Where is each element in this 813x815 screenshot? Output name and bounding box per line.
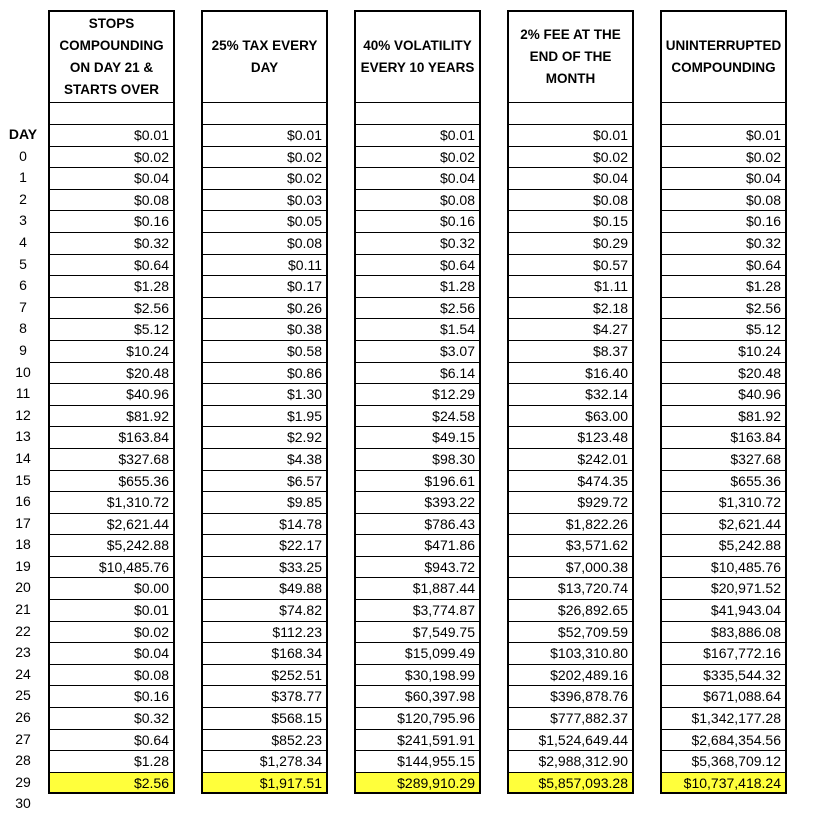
value-cell: $0.02	[509, 147, 632, 169]
final-value-cell: $2.56	[50, 773, 173, 795]
value-cell: $1,887.44	[356, 578, 479, 600]
value-cell: $0.01	[356, 125, 479, 147]
value-cell: $0.04	[662, 168, 785, 190]
value-cell: $0.02	[203, 168, 326, 190]
blank-row	[50, 103, 173, 125]
day-label: 14	[15, 449, 31, 466]
value-cell: $568.15	[203, 708, 326, 730]
value-cell: $0.02	[50, 622, 173, 644]
day-label: 24	[15, 665, 31, 682]
value-cell: $1,310.72	[662, 492, 785, 514]
scenario-column	[48, 10, 175, 794]
day-label: 6	[19, 277, 27, 294]
value-cell: $4.38	[203, 449, 326, 471]
value-cell: $30,198.99	[356, 665, 479, 687]
value-cell: $0.58	[203, 341, 326, 363]
value-cell: $0.01	[509, 125, 632, 147]
value-cell: $0.16	[50, 686, 173, 708]
value-cell: $10.24	[50, 341, 173, 363]
value-cell: $1.30	[203, 384, 326, 406]
value-cell: $0.04	[50, 168, 173, 190]
final-value-cell: $10,737,418.24	[662, 773, 785, 795]
value-cell: $0.08	[50, 665, 173, 687]
value-cell: $0.08	[509, 190, 632, 212]
value-cell: $112.23	[203, 622, 326, 644]
value-cell: $786.43	[356, 514, 479, 536]
value-cell: $5,242.88	[50, 535, 173, 557]
value-cell: $2,621.44	[662, 514, 785, 536]
value-cell: $852.23	[203, 730, 326, 752]
column-title: 2% FEE AT THE END OF THE MONTH	[509, 12, 632, 103]
value-cell: $7,549.75	[356, 622, 479, 644]
value-cell: $0.02	[356, 147, 479, 169]
value-cell: $163.84	[50, 427, 173, 449]
value-cell: $0.01	[203, 125, 326, 147]
value-cell: $0.57	[509, 255, 632, 277]
value-cell: $16.40	[509, 363, 632, 385]
scenario-column	[201, 10, 328, 794]
value-cell: $12.29	[356, 384, 479, 406]
day-label: 4	[19, 233, 27, 250]
value-cell: $0.32	[50, 708, 173, 730]
value-cell: $1.54	[356, 319, 479, 341]
value-cell: $0.01	[50, 600, 173, 622]
value-cell: $0.64	[50, 730, 173, 752]
day-label: 16	[15, 493, 31, 510]
value-cell: $123.48	[509, 427, 632, 449]
day-label: 11	[15, 385, 31, 402]
value-cell: $0.08	[356, 190, 479, 212]
final-value-cell: $289,910.29	[356, 773, 479, 795]
value-cell: $0.64	[662, 255, 785, 277]
day-label: 0	[19, 147, 27, 164]
value-cell: $0.04	[509, 168, 632, 190]
value-cell: $10,485.76	[50, 557, 173, 579]
value-cell: $0.15	[509, 211, 632, 233]
value-cell: $49.15	[356, 427, 479, 449]
value-cell: $0.11	[203, 255, 326, 277]
value-cell: $8.37	[509, 341, 632, 363]
value-cell: $0.26	[203, 298, 326, 320]
value-cell: $0.32	[662, 233, 785, 255]
value-cell: $41,943.04	[662, 600, 785, 622]
value-cell: $0.29	[509, 233, 632, 255]
value-cell: $32.14	[509, 384, 632, 406]
value-cell: $1.28	[356, 276, 479, 298]
value-cell: $3,774.87	[356, 600, 479, 622]
value-cell: $241,591.91	[356, 730, 479, 752]
value-cell: $3,571.62	[509, 535, 632, 557]
value-cell: $168.34	[203, 643, 326, 665]
value-cell: $2.56	[50, 298, 173, 320]
value-cell: $929.72	[509, 492, 632, 514]
day-label: 5	[19, 255, 27, 272]
day-label: 29	[15, 773, 31, 790]
value-cell: $98.30	[356, 449, 479, 471]
value-cell: $2.56	[356, 298, 479, 320]
column-title: STOPS COMPOUNDING ON DAY 21 & STARTS OVER	[50, 12, 173, 103]
value-cell: $0.02	[203, 147, 326, 169]
day-label: 22	[15, 622, 31, 639]
value-cell: $474.35	[509, 471, 632, 493]
value-cell: $0.86	[203, 363, 326, 385]
value-cell: $471.86	[356, 535, 479, 557]
value-cell: $6.57	[203, 471, 326, 493]
value-cell: $7,000.38	[509, 557, 632, 579]
column-title: 40% VOLATILITY EVERY 10 YEARS	[356, 12, 479, 103]
value-cell: $15,099.49	[356, 643, 479, 665]
final-value-cell: $1,917.51	[203, 773, 326, 795]
value-cell: $1,278.34	[203, 751, 326, 773]
value-cell: $2,621.44	[50, 514, 173, 536]
value-cell: $0.01	[50, 125, 173, 147]
blank-row	[356, 103, 479, 125]
value-cell: $24.58	[356, 406, 479, 428]
value-cell: $393.22	[356, 492, 479, 514]
day-column	[0, 124, 46, 815]
value-cell: $2.18	[509, 298, 632, 320]
value-cell: $52,709.59	[509, 622, 632, 644]
day-label: 10	[15, 363, 31, 380]
value-cell: $327.68	[662, 449, 785, 471]
blank-row	[662, 103, 785, 125]
value-cell: $10.24	[662, 341, 785, 363]
value-cell: $1,310.72	[50, 492, 173, 514]
value-cell: $81.92	[50, 406, 173, 428]
value-cell: $0.32	[50, 233, 173, 255]
value-cell: $0.03	[203, 190, 326, 212]
value-cell: $120,795.96	[356, 708, 479, 730]
value-cell: $196.61	[356, 471, 479, 493]
value-cell: $167,772.16	[662, 643, 785, 665]
value-cell: $26,892.65	[509, 600, 632, 622]
value-cell: $9.85	[203, 492, 326, 514]
value-cell: $0.04	[50, 643, 173, 665]
blank-row	[509, 103, 632, 125]
value-cell: $60,397.98	[356, 686, 479, 708]
value-cell: $0.08	[50, 190, 173, 212]
day-label: 26	[15, 709, 31, 726]
scenario-column	[660, 10, 787, 794]
value-cell: $103,310.80	[509, 643, 632, 665]
value-cell: $0.04	[356, 168, 479, 190]
value-cell: $1.11	[509, 276, 632, 298]
value-cell: $1,342,177.28	[662, 708, 785, 730]
day-label: 18	[15, 536, 31, 553]
day-label: 20	[15, 579, 31, 596]
value-cell: $378.77	[203, 686, 326, 708]
value-cell: $655.36	[662, 471, 785, 493]
day-label: 2	[19, 190, 27, 207]
value-cell: $655.36	[50, 471, 173, 493]
value-cell: $6.14	[356, 363, 479, 385]
value-cell: $252.51	[203, 665, 326, 687]
day-label: 3	[19, 212, 27, 229]
value-cell: $10,485.76	[662, 557, 785, 579]
value-cell: $40.96	[50, 384, 173, 406]
column-title: 25% TAX EVERY DAY	[203, 12, 326, 103]
value-cell: $777,882.37	[509, 708, 632, 730]
value-cell: $0.32	[356, 233, 479, 255]
value-cell: $1,524,649.44	[509, 730, 632, 752]
value-cell: $0.64	[356, 255, 479, 277]
value-cell: $0.02	[50, 147, 173, 169]
value-cell: $20.48	[662, 363, 785, 385]
value-cell: $49.88	[203, 578, 326, 600]
value-cell: $242.01	[509, 449, 632, 471]
value-cell: $1.28	[50, 751, 173, 773]
value-cell: $396,878.76	[509, 686, 632, 708]
value-cell: $0.00	[50, 578, 173, 600]
value-cell: $5.12	[662, 319, 785, 341]
column-title: UNINTERRUPTED COMPOUNDING	[662, 12, 785, 103]
value-cell: $0.02	[662, 147, 785, 169]
value-cell: $327.68	[50, 449, 173, 471]
final-value-cell: $5,857,093.28	[509, 773, 632, 795]
value-cell: $1,822.26	[509, 514, 632, 536]
value-cell: $20,971.52	[662, 578, 785, 600]
value-cell: $81.92	[662, 406, 785, 428]
value-cell: $0.16	[662, 211, 785, 233]
value-cell: $5,368,709.12	[662, 751, 785, 773]
value-cell: $202,489.16	[509, 665, 632, 687]
day-label: 15	[15, 471, 31, 488]
value-cell: $671,088.64	[662, 686, 785, 708]
value-cell: $83,886.08	[662, 622, 785, 644]
day-label: 27	[15, 730, 31, 747]
value-cell: $3.07	[356, 341, 479, 363]
value-cell: $163.84	[662, 427, 785, 449]
value-cell: $1.28	[662, 276, 785, 298]
value-cell: $0.08	[203, 233, 326, 255]
value-cell: $33.25	[203, 557, 326, 579]
day-label: 25	[15, 687, 31, 704]
value-cell: $14.78	[203, 514, 326, 536]
value-cell: $63.00	[509, 406, 632, 428]
value-cell: $5.12	[50, 319, 173, 341]
value-cell: $2,988,312.90	[509, 751, 632, 773]
value-cell: $2,684,354.56	[662, 730, 785, 752]
value-cell: $0.05	[203, 211, 326, 233]
value-cell: $0.08	[662, 190, 785, 212]
day-label: 19	[15, 557, 31, 574]
value-cell: $2.92	[203, 427, 326, 449]
day-label: 1	[19, 169, 27, 186]
scenario-column	[354, 10, 481, 794]
day-label: 13	[15, 428, 31, 445]
value-cell: $0.01	[662, 125, 785, 147]
value-cell: $0.17	[203, 276, 326, 298]
value-cell: $40.96	[662, 384, 785, 406]
day-label: 21	[15, 601, 31, 618]
value-cell: $335,544.32	[662, 665, 785, 687]
blank-row	[203, 103, 326, 125]
day-label: 8	[19, 320, 27, 337]
value-cell: $20.48	[50, 363, 173, 385]
day-label: 30	[15, 795, 31, 812]
value-cell: $0.38	[203, 319, 326, 341]
value-cell: $5,242.88	[662, 535, 785, 557]
value-cell: $1.95	[203, 406, 326, 428]
value-cell: $74.82	[203, 600, 326, 622]
day-label: 28	[15, 752, 31, 769]
day-label: 23	[15, 644, 31, 661]
value-cell: $1.28	[50, 276, 173, 298]
day-label: 7	[19, 298, 27, 315]
day-label: 17	[15, 514, 31, 531]
day-header: DAY	[8, 126, 38, 142]
value-cell: $943.72	[356, 557, 479, 579]
value-cell: $0.16	[50, 211, 173, 233]
value-cell: $4.27	[509, 319, 632, 341]
day-label: 9	[19, 341, 27, 358]
value-cell: $0.16	[356, 211, 479, 233]
value-cell: $0.64	[50, 255, 173, 277]
value-cell: $144,955.15	[356, 751, 479, 773]
scenario-column	[507, 10, 634, 794]
value-cell: $2.56	[662, 298, 785, 320]
value-cell: $22.17	[203, 535, 326, 557]
day-label: 12	[15, 406, 31, 423]
value-cell: $13,720.74	[509, 578, 632, 600]
